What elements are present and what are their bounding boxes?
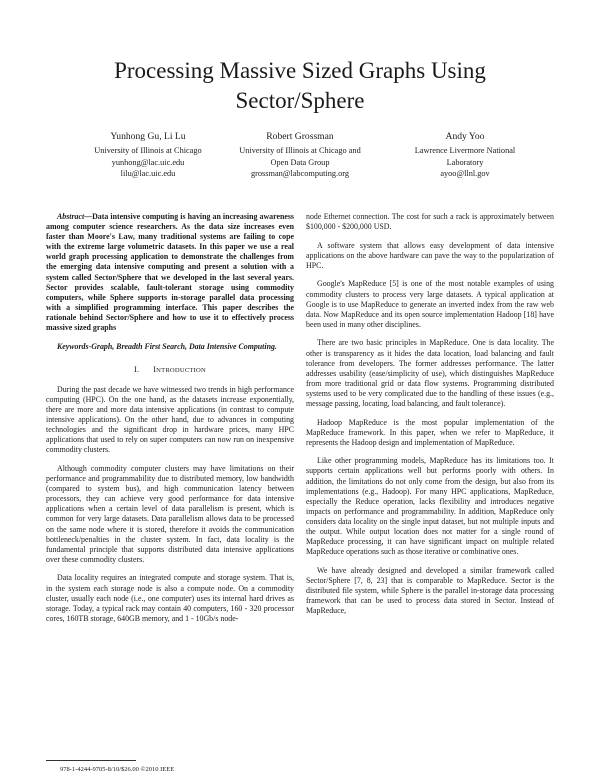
author-name: Yunhong Gu, Li Lu (110, 131, 186, 142)
title-line-2: Sector/Sphere (235, 88, 365, 113)
body-paragraph: Like other programming models, MapReduce has its limitations too. It supports certain applications well but performs poorly with others. In addition, the limitations do not only come from the design, but also from its implementations (e.g., Hadoop). For many HPC applications, MapReduce, especially the Reduce operation, lacks flexibility and introduces negative impacts on performance and programmability. In addition, MapReduce only considers data locality on the single input dataset, but not multiple inputs and the output. While output location does not matter for a single round of MapReduce processing, it can have significant impact on multiple related MapReduce operations such as those iterative or combinative ones. (306, 456, 554, 557)
section-heading (46, 365, 294, 376)
author-affiliation: University of Illinois at Chicago and (239, 146, 361, 155)
author-email[interactable]: lilu@lac.uic.edu (120, 169, 176, 178)
body-paragraph: We have already designed and developed a similar framework called Sector/Sphere [7, 8, 23] that is comparable to MapReduce. Sector is the distributed file system, while Sphere is the parallel in-storage data processing framework that can be used to process data stored in Sector. Instead of MapReduce, (306, 565, 554, 616)
author-name: Andy Yoo (445, 131, 485, 142)
body-paragraph: Google's MapReduce [5] is one of the most notable examples of using commodity clusters to process very large datasets. A typical application at Google is to use MapReduce to generate an inverted index from the raw web data. Now MapReduce and its open source implementation Hadoop [18] have been used in many other disciplines. (306, 279, 554, 329)
body-paragraph: A software system that allows easy development of data intensive applications on the above hardware can pave the way to the popularization of HPC. (306, 240, 554, 270)
right-column (306, 212, 554, 625)
author-email[interactable]: ayoo@llnl.gov (440, 169, 490, 178)
author-block-2 (215, 130, 385, 180)
author-affiliation: Lawrence Livermore National (414, 146, 516, 155)
author-block-3 (405, 130, 525, 180)
author-affiliation: University of Illinois at Chicago (94, 146, 202, 155)
body-paragraph-continued: node Ethernet connection. The cost for such a rack is approximately between $100,000 - $200,000 USD. (306, 212, 554, 232)
section-title-rest: NTRODUCTION (156, 366, 206, 374)
section-number: I. (134, 364, 140, 374)
title-line-1: Processing Massive Sized Graphs Using (114, 58, 486, 83)
author-affiliation: Laboratory (446, 157, 484, 167)
body-paragraph: During the past decade we have witnessed two trends in high performance computing (HPC). On the one hand, as the datasets increase exponentially, there are more and more data intensive applications (in contrast to compute intensive applications). On the other hand, due to advances in computing technologies and the significant drop in hardware prices, many HPC applications that used to rely on super computers can now run on inexpensive commodity clusters. (46, 384, 294, 455)
author-name: Robert Grossman (266, 131, 334, 142)
author-affiliation: Open Data Group (270, 157, 330, 167)
footer-rule (46, 760, 136, 761)
abstract-label: Abstract (57, 212, 85, 221)
body-paragraph: Hadoop MapReduce is the most popular implementation of the MapReduce framework. In this paper, when we refer to MapReduce, it represents the Hadoop design and implementation of MapReduce. (306, 417, 554, 447)
author-block-1 (78, 130, 218, 180)
keywords: Keywords-Graph, Breadth First Search, Data Intensive Computing. (57, 341, 277, 351)
abstract (46, 212, 294, 333)
copyright-footer: 978-1-4244-9705-8/10/$26.00 ©2010 IEEE (60, 766, 175, 773)
author-email[interactable]: yunhong@lac.uic.edu (111, 157, 185, 167)
body-paragraph: There are two basic principles in MapReduce. One is data locality. The other is transparency as it hides the data location, load balancing and fault tolerance from developers. The former addresses performance. The latter addresses usability (ease/simplicity of use), which distinguishes MapReduce from more traditional grid or data flow systems. Programming distributed systems used to be very complicated due to the handling of these issues (e.g., message passing, locating, load balancing, and fault tolerance). (306, 338, 554, 408)
author-email[interactable]: grossman@labcomputing.org (250, 169, 350, 178)
abstract-text: —Data intensive computing is having an increasing awareness among computer science researchers. As the data size increases even faster than Moore's Law, many traditional systems are failing to cope with the extreme large volumetric datasets. In this paper we use a real world graph processing application to demonstrate the challenges from the emerging data intensive computing and present a solution with a system called Sector/Sphere that we developed in the last several years. Sector provides scalable, fault-tolerant storage using commodity computers, while Sphere supports in-storage parallel data processing with a simplified programming interface. This paper describes the rationale behind Sector/Sphere and how to use it to effectively process massive sized graphs (46, 212, 294, 333)
body-paragraph: Data locality requires an integrated compute and storage system. That is, in the system each storage node is also a compute node. On a commodity cluster, usually each node (i.e., one computer) uses its internal hard drives as storage. Today, a typical rack may contain 40 computers, 160 - 320 processor cores, 160TB storage, 640GB memory, and 1 - 10Gb/s node- (46, 573, 294, 623)
body-paragraph: Although commodity computer clusters may have limitations on their performance and programmability due to distributed memory, low bandwidth (compared to system bus), and high communication latency between processors, they can achieve very good performance for data intensive applications when a certain level of data parallelism is present, which is common for very large datasets. Data parallelism allows data to be processed on the same node where it is stored, therefore it avoids the communication bottleneck/penalties in the cluster system. In fact, data locality is the fundamental principle that supports distributed data intensive applications over these commodity clusters. (46, 463, 294, 564)
paper-title (60, 56, 540, 116)
section-title-initial: I (153, 364, 157, 374)
left-column (46, 212, 294, 632)
